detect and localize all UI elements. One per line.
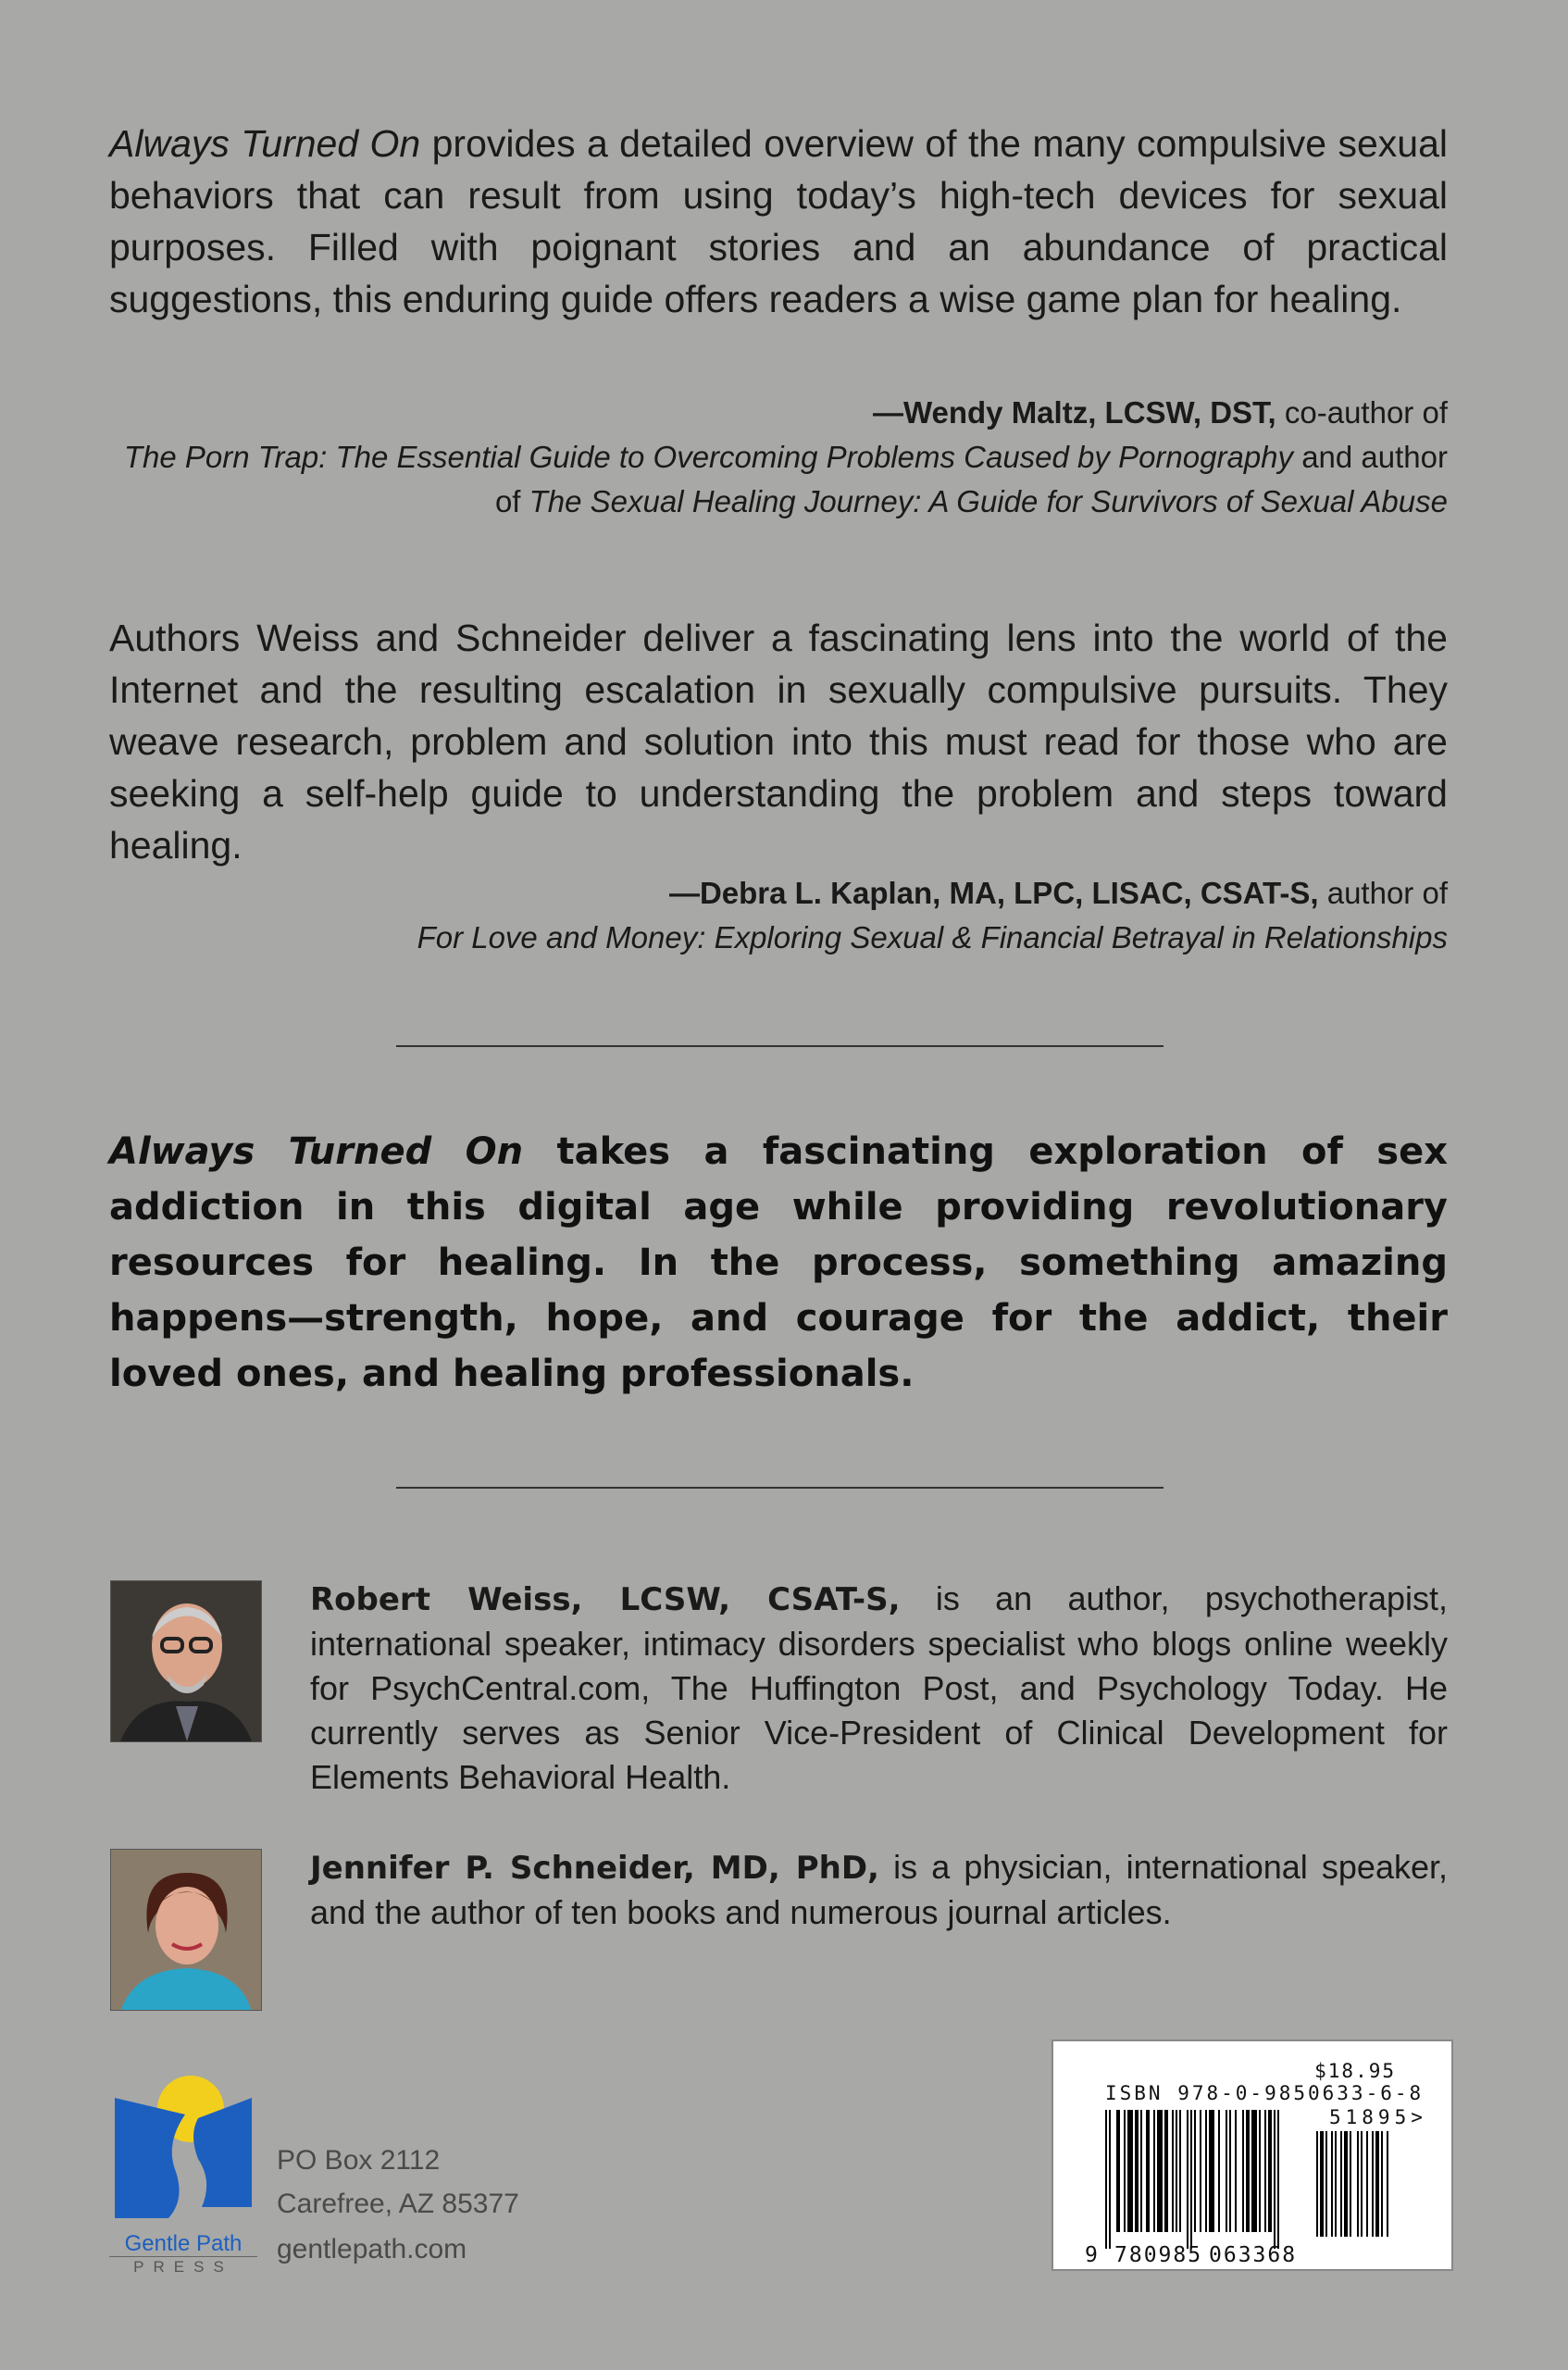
endorsement-text: Authors Weiss and Schneider deliver a fascinating lens into the world of the Internet and the resulting escalation in sexually compulsive pursuits. They weave research, problem and solution into this must read for those who are seeking a self-help guide to understanding the problem and steps toward healing. bbox=[109, 617, 1448, 867]
barcode-bar bbox=[1344, 2131, 1348, 2237]
barcode-bar bbox=[1190, 2110, 1192, 2249]
endorsement-kaplan bbox=[109, 612, 1448, 871]
barcode-bar bbox=[1200, 2110, 1201, 2232]
divider bbox=[396, 1045, 1164, 1047]
barcode-bar bbox=[1153, 2110, 1155, 2232]
barcode-bar bbox=[1226, 2110, 1227, 2232]
attribution-role: author of bbox=[1318, 876, 1448, 910]
logo-text: Gentle Path bbox=[124, 2231, 243, 2256]
gentle-path-logo-icon bbox=[109, 2070, 257, 2227]
barcode-addon-bars bbox=[1316, 2131, 1412, 2252]
barcode-bar bbox=[1105, 2110, 1107, 2249]
barcode-bar bbox=[1259, 2110, 1261, 2232]
book-title: Always Turned On bbox=[109, 1130, 524, 1173]
barcode-bar bbox=[1331, 2131, 1333, 2237]
logo-subtext: PRESS bbox=[109, 2256, 257, 2277]
barcode-bar bbox=[1235, 2110, 1237, 2232]
barcode-bar bbox=[1372, 2131, 1374, 2237]
publisher-logo bbox=[109, 2070, 257, 2276]
author-bio-schneider bbox=[310, 1845, 1448, 1935]
author-photo-weiss bbox=[110, 1580, 262, 1742]
barcode-bar bbox=[1242, 2110, 1244, 2232]
price-code: 51895> bbox=[1329, 2106, 1427, 2128]
barcode-digits-right: 063368 bbox=[1209, 2243, 1298, 2267]
barcode-bar bbox=[1124, 2110, 1126, 2232]
attribution-maltz bbox=[106, 391, 1448, 524]
publisher-website[interactable]: gentlepath.com bbox=[277, 2234, 467, 2264]
attribution-book: The Sexual Healing Journey: A Guide for Survivors of Sexual Abuse bbox=[529, 484, 1448, 518]
author-name: Robert Weiss, LCSW, CSAT-S, bbox=[310, 1581, 901, 1618]
barcode-bar bbox=[1116, 2110, 1120, 2232]
attribution-name: —Wendy Maltz, LCSW, DST, bbox=[872, 395, 1276, 430]
barcode-bar bbox=[1340, 2131, 1342, 2237]
barcode-bar bbox=[1335, 2131, 1337, 2237]
barcode-bar bbox=[1361, 2131, 1363, 2237]
barcode-bar bbox=[1179, 2110, 1181, 2232]
price: $18.95 bbox=[1314, 2060, 1396, 2082]
attribution-role: co-author of bbox=[1276, 395, 1448, 430]
author-photo-schneider bbox=[110, 1849, 262, 2011]
barcode-bar bbox=[1264, 2110, 1266, 2232]
barcode-bar bbox=[1325, 2131, 1327, 2237]
attribution-book: The Porn Trap: The Essential Guide to Overcoming Problems Caused by Pornography bbox=[123, 440, 1294, 474]
barcode-bar bbox=[1375, 2131, 1379, 2237]
barcode-bar bbox=[1268, 2110, 1272, 2232]
barcode-bar bbox=[1194, 2110, 1196, 2232]
publisher-address-line2: Carefree, AZ 85377 bbox=[277, 2189, 519, 2219]
barcode-bar bbox=[1157, 2110, 1163, 2232]
barcode-bar bbox=[1229, 2110, 1231, 2232]
author-name: Jennifer P. Schneider, MD, PhD, bbox=[310, 1850, 879, 1887]
barcode-bar bbox=[1209, 2110, 1214, 2232]
barcode-bar bbox=[1357, 2131, 1359, 2237]
barcode-bar bbox=[1320, 2131, 1324, 2237]
barcode-bar bbox=[1277, 2110, 1279, 2249]
barcode-digits-left: 780985 bbox=[1114, 2243, 1203, 2267]
isbn-number: ISBN 978-0-9850633-6-8 bbox=[1105, 2082, 1425, 2104]
barcode-bar bbox=[1381, 2131, 1383, 2237]
barcode-bar bbox=[1164, 2110, 1168, 2232]
barcode-bar bbox=[1274, 2110, 1276, 2249]
endorsement-text: provides a detailed overview of the many compulsive sexual behaviors that can result from using today’s high-tech devices for sexual purposes. Filled with poignant stories and an abundance of practical suggestions, this enduring guide offers readers a wise game plan for healing. bbox=[109, 122, 1448, 320]
barcode-digit: 9 bbox=[1085, 2243, 1098, 2267]
barcode-bar bbox=[1109, 2110, 1111, 2249]
barcode-bar bbox=[1135, 2110, 1139, 2232]
author-bio-weiss bbox=[310, 1577, 1448, 1800]
attribution-kaplan bbox=[106, 871, 1448, 960]
attribution-book: For Love and Money: Exploring Sexual & Financial Betrayal in Relationships bbox=[417, 920, 1448, 954]
barcode-bar bbox=[1387, 2131, 1388, 2237]
endorsement-maltz bbox=[109, 118, 1448, 325]
book-summary bbox=[109, 1124, 1448, 1402]
barcode-bar bbox=[1176, 2110, 1177, 2232]
barcode-bar bbox=[1187, 2110, 1188, 2249]
barcode-bar bbox=[1218, 2110, 1220, 2232]
barcode-bar bbox=[1146, 2110, 1150, 2232]
barcode-bar bbox=[1172, 2110, 1174, 2232]
barcode-bar bbox=[1316, 2131, 1318, 2237]
barcode-bars bbox=[1105, 2110, 1300, 2249]
author-bio-text: is an author, psychotherapist, international speaker, intimacy disorders specialist who blogs online weekly for PsychCentral.com, The Huffington Post, and Psychology Today. He currently serves as Senior Vice-President of Clinical Development for Elements Behavioral Health. bbox=[310, 1579, 1448, 1796]
barcode-bar bbox=[1251, 2110, 1257, 2232]
divider bbox=[396, 1487, 1164, 1489]
summary-text: takes a fascinating exploration of sex addiction in this digital age while providing revolutionary resources for healing. In the process, something amazing happens—strength, hope, and courage for the addict, their loved ones, and healing professionals. bbox=[109, 1130, 1449, 1395]
barcode-bar bbox=[1205, 2110, 1207, 2232]
attribution-name: —Debra L. Kaplan, MA, LPC, LISAC, CSAT-S, bbox=[668, 876, 1319, 910]
barcode-bar bbox=[1366, 2131, 1368, 2237]
isbn-barcode bbox=[1052, 2039, 1453, 2271]
barcode-bar bbox=[1246, 2110, 1250, 2232]
barcode-bar bbox=[1350, 2131, 1351, 2237]
attribution-role: and author of bbox=[494, 440, 1448, 518]
book-title: Always Turned On bbox=[109, 122, 421, 165]
barcode-bar bbox=[1127, 2110, 1133, 2232]
barcode-bar bbox=[1140, 2110, 1142, 2232]
author-bio-text: is a physician, international speaker, and the author of ten books and numerous journal articles. bbox=[310, 1848, 1448, 1931]
publisher-address-line1: PO Box 2112 bbox=[277, 2145, 441, 2176]
